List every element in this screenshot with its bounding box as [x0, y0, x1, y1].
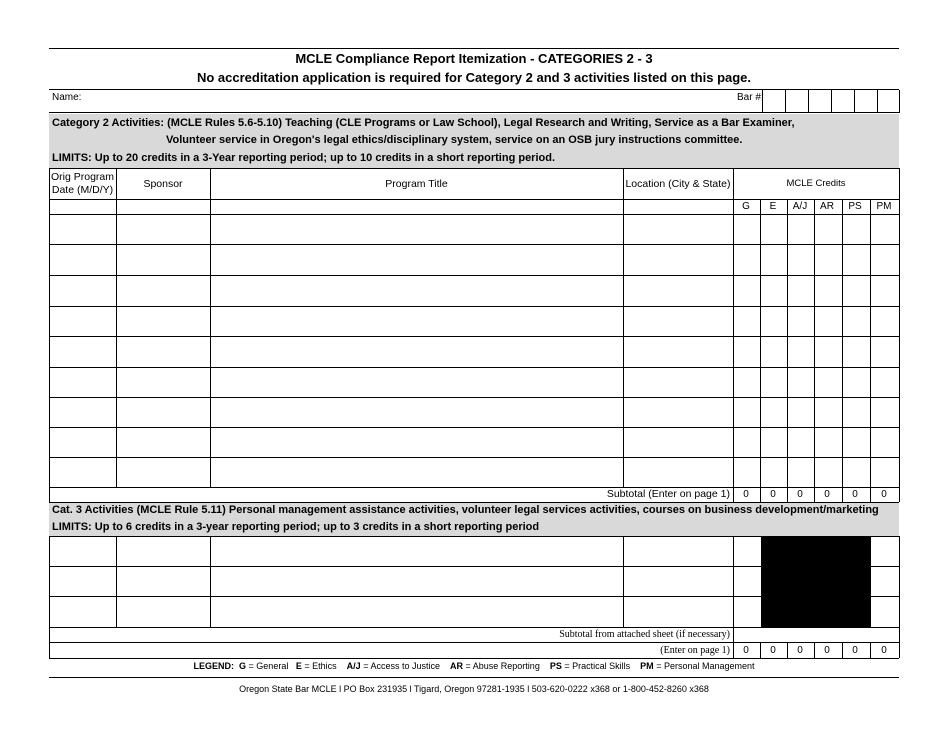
row-rule	[49, 457, 899, 458]
column-rule	[870, 199, 871, 502]
form-subtitle: No accreditation application is required for Category 2 and 3 activities listed on this page.	[196, 70, 752, 85]
column-rule	[623, 536, 624, 627]
right-border	[899, 536, 900, 658]
row-rule	[49, 214, 899, 215]
column-rule	[760, 642, 761, 658]
column-rule	[49, 168, 50, 487]
category2-limits: LIMITS: Up to 20 credits in a 3-Year reporting period; up to 10 credits in a short reporting period.	[52, 152, 556, 164]
form-title: MCLE Compliance Report Itemization - CATEGORIES 2 - 3	[295, 51, 653, 66]
column-rule	[787, 642, 788, 658]
column-rule	[814, 642, 815, 658]
credit-header-e: E	[769, 201, 777, 212]
bar-number-box[interactable]	[831, 90, 854, 113]
header-rule	[49, 199, 899, 200]
legend	[49, 661, 899, 671]
category3-subtotal-ps: 0	[852, 645, 858, 656]
column-rule	[814, 199, 815, 502]
legend-code: G	[239, 661, 247, 671]
category2-description	[49, 114, 899, 168]
legend-text: = Access to Justice	[363, 661, 440, 671]
credit-header-ar: AR	[820, 201, 834, 212]
bar-number-box[interactable]	[854, 90, 877, 113]
row-rule	[49, 487, 899, 488]
top-rule	[49, 48, 899, 49]
row-rule	[49, 642, 899, 643]
row-rule	[49, 596, 899, 597]
row-rule	[49, 658, 899, 659]
category3-subtotal-aj: 0	[797, 645, 803, 656]
category2-subtotal-ar: 0	[824, 489, 830, 500]
category2-subtotal-e: 0	[770, 489, 776, 500]
sponsor-column-header: Sponsor	[143, 178, 183, 190]
legend-text: = Practical Skills	[564, 661, 631, 671]
category3-line1: Cat. 3 Activities (MCLE Rule 5.11) Personal management assistance activities, volunteer legal services activities, courses on business development/marketing	[52, 504, 879, 516]
legend-code: PM	[640, 661, 654, 671]
bar-number-box[interactable]	[785, 90, 808, 113]
category3-attached-subtotal-label: Subtotal from attached sheet (if necessary)	[559, 629, 730, 640]
category2-bottom-rule	[49, 502, 899, 503]
category3-subtotal-e: 0	[770, 645, 776, 656]
category2-subtotal-label: Subtotal (Enter on page 1)	[606, 488, 730, 500]
category3-limits: LIMITS: Up to 6 credits in a 3-year reporting period; up to 3 credits in a short reporting period	[52, 521, 540, 533]
name-row	[49, 89, 899, 113]
category3-subtotal-ar: 0	[824, 645, 830, 656]
row-rule	[49, 336, 899, 337]
row-rule	[49, 306, 899, 307]
column-rule	[210, 168, 211, 487]
column-rule	[210, 536, 211, 627]
legend-text: = Ethics	[304, 661, 337, 671]
column-rule	[899, 199, 900, 502]
category2-subtotal-aj: 0	[797, 489, 803, 500]
category3-subtotal-pm: 0	[881, 645, 887, 656]
category2-line1: Category 2 Activities: (MCLE Rules 5.6-5.10) Teaching (CLE Programs or Law School), Legal Research and Writing, Service as a Bar Examiner,	[52, 117, 795, 129]
column-rule	[842, 199, 843, 502]
category2-subtotal-pm: 0	[881, 489, 887, 500]
column-rule	[116, 168, 117, 487]
row-rule	[49, 627, 899, 628]
column-rule	[623, 168, 624, 487]
column-rule	[787, 199, 788, 502]
date-header-line1: Orig Program	[50, 171, 114, 183]
program-title-column-header: Program Title	[385, 178, 448, 190]
category3-description	[49, 502, 899, 536]
column-rule	[733, 536, 734, 627]
row-rule	[49, 275, 899, 276]
column-rule	[733, 199, 734, 502]
credit-header-pm: PM	[876, 201, 892, 212]
category3-enter-subtotal-label: (Enter on page 1)	[660, 645, 730, 656]
row-rule	[49, 367, 899, 368]
legend-prefix: LEGEND:	[193, 661, 234, 671]
legend-text: = General	[248, 661, 289, 671]
category3-subtotal-g: 0	[743, 645, 749, 656]
column-rule	[733, 642, 734, 658]
footer-rule	[49, 677, 899, 678]
bar-number-box[interactable]	[877, 90, 900, 113]
category2-subtotal-ps: 0	[852, 489, 858, 500]
left-border	[49, 627, 50, 658]
date-header-line2: Date (M/D/Y)	[51, 184, 114, 196]
mcle-credits-header: MCLE Credits	[786, 178, 846, 189]
category2-subtotal-g: 0	[743, 489, 749, 500]
legend-code: E	[295, 661, 302, 671]
row-rule	[49, 397, 899, 398]
legend-text: = Abuse Reporting	[465, 661, 540, 671]
bar-number-box[interactable]	[762, 90, 785, 113]
name-label: Name:	[52, 92, 82, 103]
column-rule	[870, 536, 871, 627]
column-rule	[116, 536, 117, 627]
legend-code: PS	[549, 661, 562, 671]
category2-line2: Volunteer service in Oregon's legal ethics/disciplinary system, service on an OSB jury instructions committee.	[166, 134, 743, 146]
credit-header-ps: PS	[848, 201, 862, 212]
row-rule	[49, 244, 899, 245]
category3-blocked-credits	[761, 537, 870, 627]
credit-header-aj: A/J	[792, 201, 808, 212]
column-rule	[870, 642, 871, 658]
column-rule	[760, 199, 761, 502]
bar-number-label: Bar #:	[737, 92, 764, 103]
bar-number-box[interactable]	[808, 90, 831, 113]
legend-code: A/J	[346, 661, 361, 671]
column-rule	[899, 642, 900, 658]
row-rule	[49, 566, 899, 567]
left-border	[49, 487, 50, 502]
column-rule	[842, 642, 843, 658]
date-column-header	[49, 171, 116, 197]
legend-code: AR	[450, 661, 463, 671]
credit-header-g: G	[742, 201, 750, 212]
category2-top-rule	[49, 168, 899, 169]
location-column-header: Location (City & State)	[625, 178, 731, 190]
legend-text: = Personal Management	[656, 661, 755, 671]
column-rule	[49, 536, 50, 627]
row-rule	[49, 427, 899, 428]
footer-address: Oregon State Bar MCLE l PO Box 231935 l Tigard, Oregon 97281-1935 l 503-620-0222 x368 or 1-800-452-8260 x368	[239, 684, 709, 694]
category3-top-rule	[49, 536, 899, 537]
